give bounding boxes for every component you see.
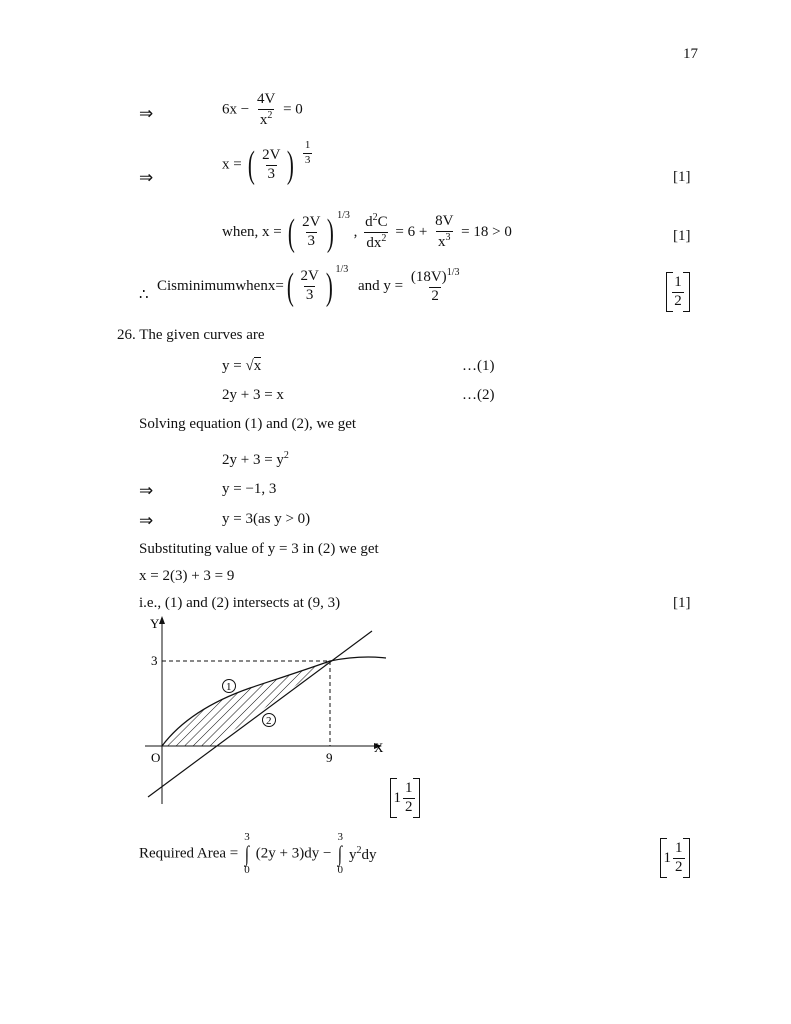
shaded-region <box>162 661 330 746</box>
mark: [1] <box>673 228 691 244</box>
implies-symbol: ⇒ <box>139 168 154 187</box>
exponent-fraction: $\frac{1}{3}$ <box>304 139 311 166</box>
implies-symbol: ⇒ <box>139 481 154 500</box>
step1-rhs: = 0 <box>283 101 303 118</box>
mark: [1] <box>673 595 691 611</box>
denominator: $x^2$ <box>259 109 273 128</box>
implies-symbol: ⇒ <box>139 511 154 530</box>
integral-sign: 3 ∫ 0 <box>337 831 343 876</box>
x-tick-label: 9 <box>326 750 333 765</box>
equation-4: y = −1, 3 <box>222 481 277 497</box>
mark-bracket: $\frac{1}{2}$ <box>666 272 690 312</box>
equation-tag: …(2) <box>462 387 495 403</box>
y-axis-arrow <box>159 616 165 624</box>
curve-1-label: 1 <box>226 681 232 693</box>
curve-2-label: 2 <box>266 715 272 727</box>
equation-step1 <box>222 92 303 129</box>
line-2 <box>148 631 372 797</box>
equation-1: y = √x <box>222 358 262 374</box>
paren-group: ( $\frac{2V}{3}$ ) <box>248 144 295 186</box>
y-tick-label: 3 <box>151 653 158 668</box>
equation-5: y = 3(as y > 0) <box>222 511 311 527</box>
required-area-equation: Required Area = 3 ∫ 0 (2y + 3)dy − 3 ∫ 0 $y^2dy$ <box>139 831 377 876</box>
origin-label: O <box>151 750 161 765</box>
step1-lhs: 6x − <box>222 101 250 118</box>
numerator: 4V <box>256 91 276 107</box>
y-axis-label: Y <box>150 616 160 631</box>
equation-step4: Cisminimumwhenx= ( $\frac{2V}{3}$ ) $^{1/3}$ and y = $\frac{(18V)^{1/3}}{2}$ <box>157 264 460 308</box>
equation-2: 2y + 3 = x <box>222 387 284 403</box>
text-line: i.e., (1) and (2) intersects at (9, 3) <box>139 595 341 611</box>
implies-symbol: ⇒ <box>139 104 154 123</box>
page-number: 17 <box>683 46 698 62</box>
equation-step2 <box>222 139 314 186</box>
area-graph <box>140 612 395 807</box>
mark: [1] <box>673 169 691 185</box>
fraction <box>255 92 277 129</box>
x-axis-label: X <box>374 740 384 755</box>
equation-tag: …(1) <box>462 358 495 374</box>
text-line: x = 2(3) + 3 = 9 <box>139 568 235 584</box>
text-line: Solving equation (1) and (2), we get <box>139 416 357 432</box>
graph-mark-bracket: 1 $\frac{1}{2}$ <box>390 778 420 818</box>
text-line: Substituting value of y = 3 in (2) we get <box>139 541 379 557</box>
equation-3: $2y + 3 = y^2$ <box>222 450 289 468</box>
area-mark-bracket: 1 $\frac{1}{2}$ <box>660 838 690 878</box>
equation-step3: when, x = ( $\frac{2V}{3}$ ) $^{1/3}$ , $\frac{d^2C}{dx^2}$ = 6 + $\frac{8V}{x^3}$ = 18 > 0 <box>222 210 512 254</box>
therefore-symbol: ∴ <box>139 287 149 303</box>
integral-sign: 3 ∫ 0 <box>244 831 250 876</box>
question-heading: 26. The given curves are <box>117 327 265 343</box>
step2-lhs: x = <box>222 156 242 173</box>
